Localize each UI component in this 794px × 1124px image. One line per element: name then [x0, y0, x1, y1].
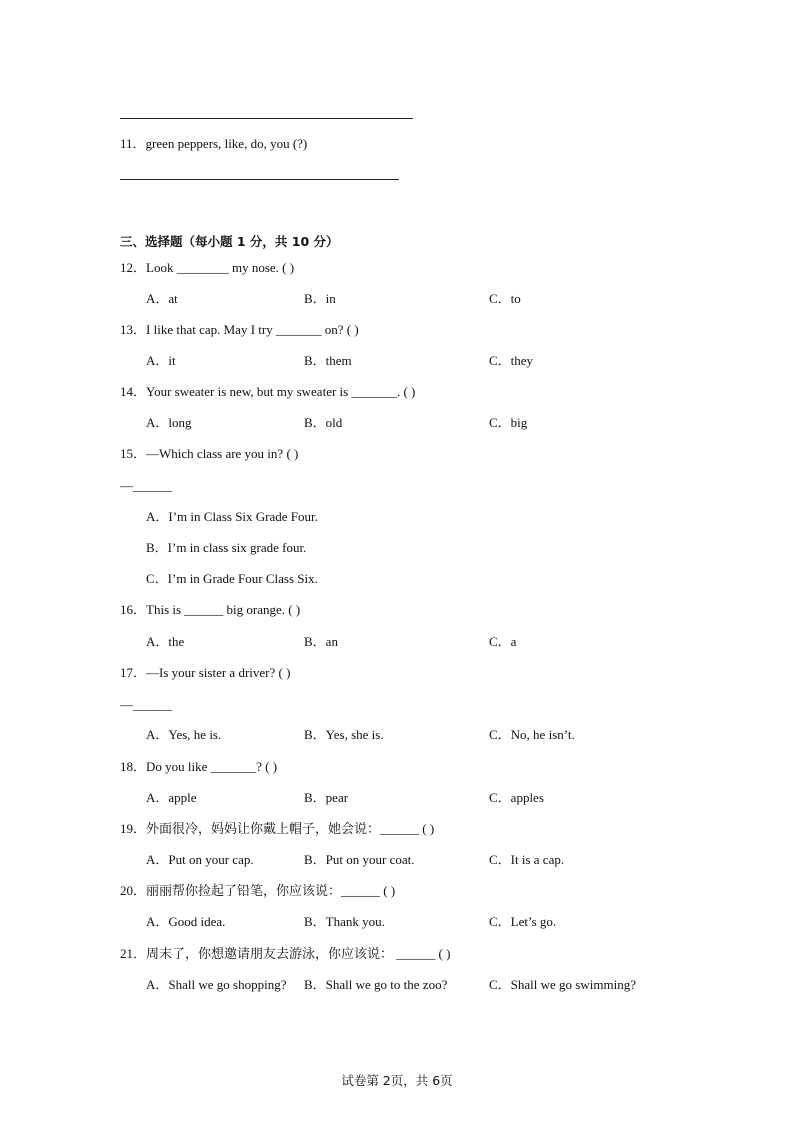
question-text: Look ________ my nose. ( )	[146, 260, 295, 275]
question-text: 丽丽帮你捡起了铅笔，你应该说：______ ( )	[146, 883, 396, 898]
question-number: 14．	[120, 384, 147, 399]
option-c[interactable]: C．Let’s go.	[489, 914, 557, 929]
option-b[interactable]: B．I’m in class six grade four.	[146, 540, 307, 555]
answer-blank: —______	[120, 697, 172, 712]
page-footer: 试卷第 2页，共 6页	[341, 1073, 453, 1088]
question-number: 21．	[120, 946, 147, 961]
option-c[interactable]: C．Shall we go swimming?	[489, 977, 636, 992]
option-c[interactable]: C．they	[489, 353, 534, 368]
question-20	[120, 883, 395, 899]
question-text: Do you like _______? ( )	[146, 759, 278, 774]
question-12	[120, 260, 294, 276]
option-b[interactable]: B．in	[304, 291, 336, 306]
option-b[interactable]: B．Put on your coat.	[304, 852, 415, 867]
option-c[interactable]: C．It is a cap.	[489, 852, 565, 867]
question-number: 16．	[120, 602, 147, 617]
section-title: 三、选择题（每小题 1 分，共 10 分）	[120, 234, 339, 249]
answer-line-10[interactable]	[120, 118, 413, 119]
question-number: 11．	[120, 136, 146, 151]
option-a[interactable]: A．Shall we go shopping?	[146, 977, 287, 992]
answer-blank: —______	[120, 478, 172, 493]
question-number: 18．	[120, 759, 147, 774]
question-17	[120, 665, 290, 681]
option-c[interactable]: C．No, he isn’t.	[489, 727, 575, 742]
answer-line-11[interactable]	[120, 179, 399, 180]
option-b[interactable]: B．Thank you.	[304, 914, 385, 929]
question-number: 15．	[120, 446, 147, 461]
question-text: This is ______ big orange. ( )	[146, 602, 301, 617]
option-c[interactable]: C．a	[489, 634, 517, 649]
option-c[interactable]: C．to	[489, 291, 521, 306]
question-16	[120, 602, 300, 618]
option-c[interactable]: C．I’m in Grade Four Class Six.	[146, 571, 318, 586]
question-number: 20．	[120, 883, 147, 898]
option-a[interactable]: A．long	[146, 415, 192, 430]
option-a[interactable]: A．Put on your cap.	[146, 852, 254, 867]
option-b[interactable]: B．an	[304, 634, 338, 649]
question-text: —Which class are you in? ( )	[146, 446, 299, 461]
question-number: 19．	[120, 821, 147, 836]
option-a[interactable]: A．at	[146, 291, 178, 306]
question-text: —Is your sister a driver? ( )	[146, 665, 291, 680]
question-13	[120, 322, 359, 338]
option-a[interactable]: A．I’m in Class Six Grade Four.	[146, 509, 318, 524]
option-b[interactable]: B．Shall we go to the zoo?	[304, 977, 448, 992]
question-text: 外面很冷，妈妈让你戴上帽子，她会说：______ ( )	[146, 821, 435, 836]
option-b[interactable]: B．pear	[304, 790, 349, 805]
question-14	[120, 384, 415, 400]
option-a[interactable]: A．Yes, he is.	[146, 727, 222, 742]
option-b[interactable]: B．them	[304, 353, 352, 368]
question-15	[120, 446, 298, 462]
question-number: 17．	[120, 665, 147, 680]
option-b[interactable]: B．old	[304, 415, 343, 430]
question-number: 12．	[120, 260, 147, 275]
option-c[interactable]: C．apples	[489, 790, 544, 805]
question-21	[120, 946, 450, 962]
option-c[interactable]: C．big	[489, 415, 528, 430]
question-11	[120, 136, 307, 152]
question-text: green peppers, like, do, you (?)	[145, 136, 308, 151]
question-19	[120, 821, 434, 837]
option-a[interactable]: A．apple	[146, 790, 197, 805]
option-a[interactable]: A．Good idea.	[146, 914, 226, 929]
question-number: 13．	[120, 322, 147, 337]
question-18	[120, 759, 277, 775]
option-a[interactable]: A．it	[146, 353, 176, 368]
option-a[interactable]: A．the	[146, 634, 185, 649]
question-text: Your sweater is new, but my sweater is _______. ( )	[146, 384, 416, 399]
question-text: 周末了，你想邀请朋友去游泳，你应该说： ______ ( )	[146, 946, 451, 961]
question-text: I like that cap. May I try _______ on? ( )	[146, 322, 359, 337]
option-b[interactable]: B．Yes, she is.	[304, 727, 384, 742]
